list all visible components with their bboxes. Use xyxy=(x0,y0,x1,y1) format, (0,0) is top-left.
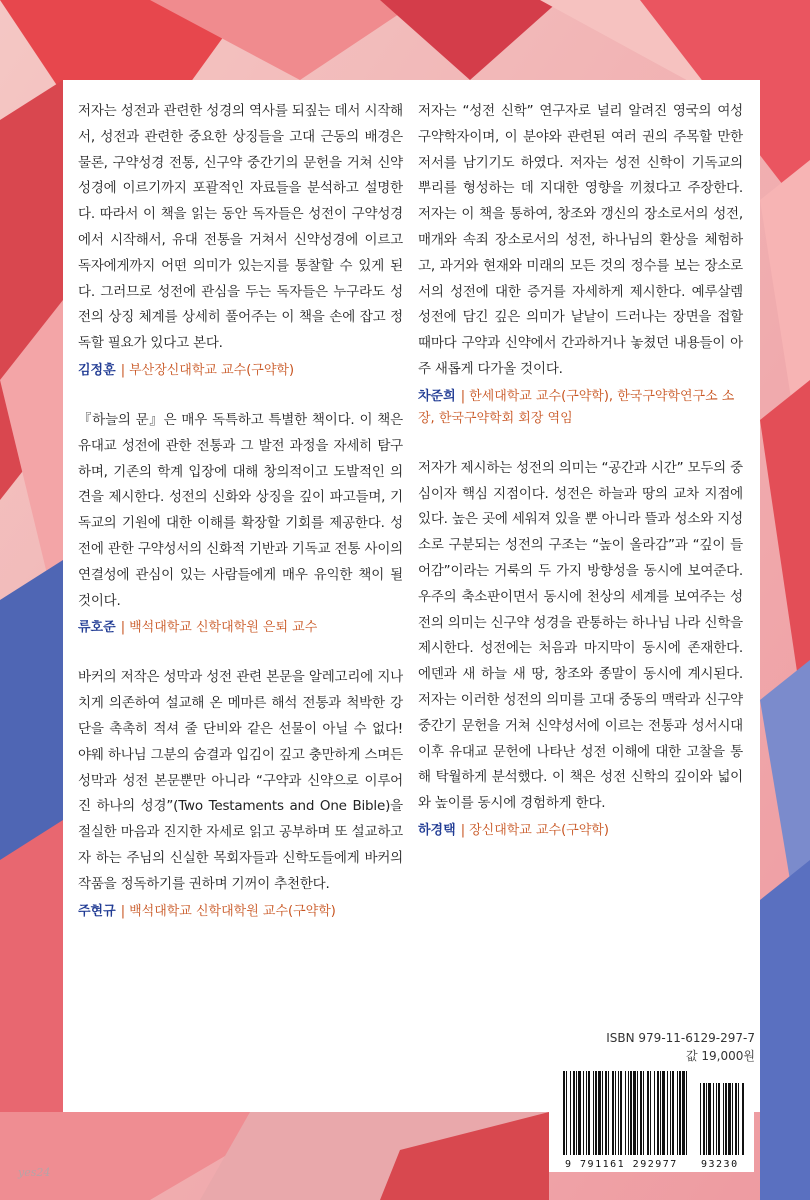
barcode-bar xyxy=(605,1071,607,1155)
barcode-bar xyxy=(654,1071,655,1155)
barcode-addon-bar xyxy=(732,1083,733,1155)
barcode-bar xyxy=(662,1071,665,1155)
barcode-bar xyxy=(588,1071,590,1155)
barcode-addon-bar xyxy=(716,1083,717,1155)
reviewer-affiliation: 부산장신대학교 교수(구약학) xyxy=(129,362,295,378)
barcode-addon-bar xyxy=(718,1083,720,1155)
barcode-bar xyxy=(602,1071,603,1155)
barcode-addon-bar xyxy=(723,1083,724,1155)
barcode-addon-bar xyxy=(700,1083,701,1155)
barcode-bar xyxy=(563,1071,565,1155)
barcode-addon-bar xyxy=(738,1083,739,1155)
right-column xyxy=(418,99,743,868)
credit-separator: | xyxy=(120,362,126,378)
barcode-addon-bar xyxy=(725,1083,727,1155)
barcode-bar xyxy=(672,1071,674,1155)
reviewer-name: 류호준 xyxy=(78,620,116,636)
barcode-bar xyxy=(657,1071,659,1155)
barcode-bar xyxy=(650,1071,651,1155)
barcode-bar xyxy=(633,1071,636,1155)
credit-separator: | xyxy=(460,388,466,404)
book-price: 값 19,000원 xyxy=(686,1049,755,1063)
barcode-bar xyxy=(583,1071,584,1155)
barcode-bar xyxy=(620,1071,622,1155)
isbn-price-block xyxy=(606,1029,755,1065)
review-block xyxy=(418,456,743,842)
review-block xyxy=(78,408,403,639)
review-text: 바커의 저작은 성막과 성전 관련 본문을 알레고리에 지나치게 의존하여 설교해 온 메마른 해석 전통과 척박한 강단을 촉촉히 적셔 줄 단비와 같은 선물이 아닐 수 없다! 야웨 하나님 그분의 숨결과 입김이 깊고 충만하게 스며든 성막과 성전 본문뿐만 아니라 “구약과 신약으로 이루어진 하나의 성경”(Two Testaments and One Bible)을 절실한 마음과 진지한 자세로 읽고 공부하며 또 설교하고자 하는 주님의 신실한 목회자들과 신학도들에게 바커의 작품을 정독하기를 권하며 기꺼이 추천한다. xyxy=(78,669,403,892)
credit-separator: | xyxy=(120,620,126,636)
barcode-addon-digits: 93230 xyxy=(701,1159,739,1170)
reviewer-credit xyxy=(418,820,743,842)
reviewer-credit xyxy=(78,360,403,382)
reviewer-credit xyxy=(418,386,743,430)
review-block xyxy=(418,99,743,430)
credit-separator: | xyxy=(120,903,126,919)
barcode-bar xyxy=(586,1071,587,1155)
barcode-bar xyxy=(598,1071,601,1155)
barcode-bars xyxy=(549,1063,754,1172)
review-text: 저자는 “성전 신학” 연구자로 널리 알려진 영국의 여성 구약학자이며, 이 분야와 관련된 여러 권의 주목할 만한 저서를 남기기도 하였다. 저자는 성전 신학이 기독교의 뿌리를 형성하는 데 지대한 영향을 끼쳤다고 주장한다. 저자는 이 책을 통하여, 창조와 갱신의 장소로서의 성전, 매개와 속죄 장소로서의 성전, 하나님의 환상을 체험하고, 과거와 현재와 미래의 모든 것의 정수를 보는 장소로서의 성전에 대한 증거를 자세하게 제시한다. 예루살렘 성전에 담긴 깊은 의미가 낱낱이 드러나는 장면을 접할 때마다 구약과 신약에서 간과하거나 놓쳤던 내용들이 아주 새롭게 다가올 것이다. xyxy=(418,103,743,377)
barcode-addon-bar xyxy=(735,1083,737,1155)
review-block xyxy=(78,665,403,922)
reviews-panel xyxy=(63,80,760,1112)
barcode-bar xyxy=(615,1071,616,1155)
barcode-bar xyxy=(595,1071,597,1155)
barcode-bar xyxy=(566,1071,567,1155)
barcode-bar xyxy=(608,1071,609,1155)
barcode-bar xyxy=(628,1071,629,1155)
reviewer-name: 김정훈 xyxy=(78,362,116,378)
barcode-bar xyxy=(647,1071,649,1155)
barcode-bar xyxy=(640,1071,642,1155)
review-block xyxy=(78,99,403,382)
reviewer-affiliation: 백석대학교 신학대학원 교수(구약학) xyxy=(129,903,336,919)
barcode-bar xyxy=(686,1071,687,1155)
reviewer-affiliation: 백석대학교 신학대학원 은퇴 교수 xyxy=(129,620,318,636)
review-text: 저자가 제시하는 성전의 의미는 “공간과 시간” 모두의 중심이자 핵심 지점이다. 성전은 하늘과 땅의 교차 지점에 있다. 높은 곳에 세워져 있을 뿐 아니라 뜰과 성소와 지성소로 구분되는 성전의 구조는 “높이 올라감”과 “깊이 들어감”이라는 거룩의 두 가지 방향성을 동시에 보여준다. 우주의 축소판이면서 동시에 천상의 세계를 보여주는 성전의 의미는 신구약 성경을 관통하는 하나님 나라 신학을 제시한다. 성전에는 처음과 마지막이 동시에 존재한다. 에덴과 새 하늘 새 땅, 창조와 종말이 동시에 계시된다. 저자는 이러한 성전의 의미를 고대 중동의 맥락과 신구약 중간기 문헌을 거쳐 신약성서에 이르는 전통과 성서시대 이후 유대교 문헌에 나타난 성전 이해에 대한 고찰을 통해 탁월하게 분석했다. 이 책은 성전 신학의 깊이와 넓이와 높이를 동시에 경험하게 한다. xyxy=(418,459,743,812)
barcode-bar xyxy=(682,1071,685,1155)
review-text: 『하늘의 문』은 매우 독특하고 특별한 책이다. 이 책은 유대교 성전에 관한 전통과 그 발전 과정을 자세히 탐구하며, 기존의 학계 입장에 대해 창의적이고 도발적인 의견을 제시한다. 성전의 신화와 상징을 깊이 파고들며, 기독교의 기원에 대한 이해를 확장할 기회를 제공한다. 성전에 관한 구약성서의 신화적 기반과 기독교 전통 사이의 연결성에 관심이 있는 사람들에게 매우 유익한 책이 될 것이다. xyxy=(78,411,403,609)
barcode-bar xyxy=(570,1071,571,1155)
reviewer-credit xyxy=(78,617,403,639)
left-column xyxy=(78,99,403,949)
reviewer-affiliation: 장신대학교 교수(구약학) xyxy=(469,822,609,838)
barcode-bar xyxy=(612,1071,614,1155)
barcode-bar xyxy=(625,1071,626,1155)
barcode-addon-bar xyxy=(708,1083,711,1155)
review-text: 저자는 성전과 관련한 성경의 역사를 되짚는 데서 시작해서, 성전과 관련한 중요한 상징들을 고대 근동의 배경은 물론, 구약성경 전통, 신구약 중간기의 문헌을 거쳐 신약성경에 이르기까지 포괄적인 자료들을 분석하고 설명한다. 따라서 이 책을 읽는 동안 독자들은 성전이 구약성경에서 시작해서, 유대 전통을 거쳐서 신약성경에 이르고 독자에게까지 어떤 의미가 있는지를 통찰할 수 있게 된다. 그러므로 성전에 관심을 두는 독자들은 누구라도 성전의 상징 체계를 상세히 풀어주는 이 책을 손에 잡고 정독할 필요가 있다고 본다. xyxy=(78,103,403,352)
barcode-bar xyxy=(679,1071,681,1155)
barcode-bar xyxy=(677,1071,678,1155)
barcode-bar xyxy=(578,1071,581,1155)
barcode-bar xyxy=(643,1071,644,1155)
reviewer-name: 주현규 xyxy=(78,903,116,919)
barcode-addon-bar xyxy=(742,1083,744,1155)
credit-separator: | xyxy=(460,822,466,838)
barcode-bar xyxy=(667,1071,668,1155)
reviewer-name: 하경택 xyxy=(418,822,456,838)
barcode-addon-bar xyxy=(728,1083,731,1155)
barcode-bar xyxy=(573,1071,575,1155)
reviewer-affiliation: 한세대학교 교수(구약학), 한국구약학연구소 소장, 한국구약학회 회장 역임 xyxy=(418,388,735,426)
reviewer-name: 차준희 xyxy=(418,388,456,404)
reviewer-credit xyxy=(78,901,403,923)
barcode-addon-bar xyxy=(713,1083,714,1155)
barcode-bar xyxy=(637,1071,638,1155)
isbn-number: ISBN 979-11-6129-297-7 xyxy=(606,1031,755,1045)
barcode-bar xyxy=(593,1071,594,1155)
barcode-bar xyxy=(630,1071,632,1155)
barcode-bar xyxy=(670,1071,671,1155)
barcode-bar xyxy=(660,1071,661,1155)
barcode xyxy=(549,1063,754,1172)
barcode-addon-bar xyxy=(703,1083,705,1155)
barcode-bar xyxy=(618,1071,619,1155)
watermark-logo: yes24 xyxy=(18,1166,51,1179)
barcode-main-digits: 9 791161 292977 xyxy=(565,1159,678,1170)
barcode-bar xyxy=(576,1071,577,1155)
barcode-addon-bar xyxy=(706,1083,707,1155)
